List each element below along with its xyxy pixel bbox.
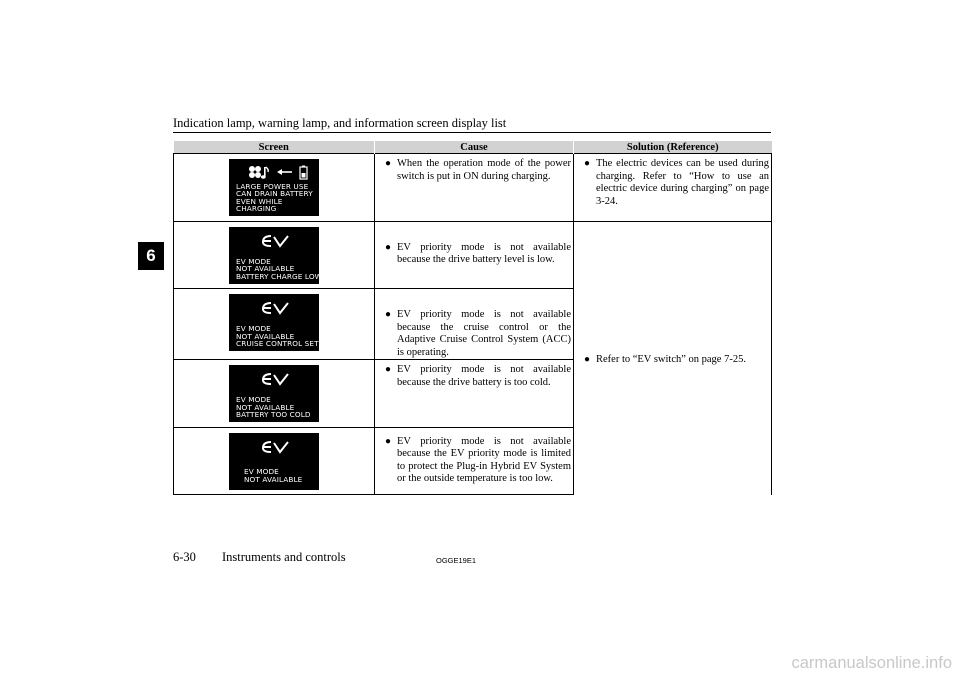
screen-line: EV MODE <box>236 256 271 266</box>
solution-text: The electric devices can be used during charging. Refer to “How to use an electric device during charging” on page 3-24. <box>596 158 769 207</box>
cause-text: EV priority mode is not available because the EV priority mode is limited to protect the Plug-in Hybrid EV System or the outside temperature is too low. <box>397 435 571 484</box>
cause-text: When the operation mode of the power switch is put in ON during charging. <box>397 158 571 182</box>
table-row <box>174 154 772 222</box>
watermark: carmanualsonline.info <box>791 654 952 672</box>
cause-cell <box>375 427 574 495</box>
solution-item <box>584 158 769 208</box>
screen-message <box>236 325 319 348</box>
cause-item <box>385 242 571 267</box>
cause-text: EV priority mode is not available because the cruise control or the Adaptive Cruise Control System (ACC) is operating. <box>397 309 571 358</box>
screen-line: NOT AVAILABLE <box>236 402 295 412</box>
cause-item <box>385 364 571 389</box>
screen-line: NOT AVAILABLE <box>244 474 303 484</box>
solution-item <box>584 354 769 367</box>
display-screen-image <box>229 294 319 351</box>
cause-item <box>385 436 571 486</box>
bullet-dot: ● <box>385 364 392 375</box>
left-arrow-icon <box>277 169 292 175</box>
column-header-screen: Screen <box>174 141 375 154</box>
bullet-dot: ● <box>385 241 392 253</box>
cause-cell <box>375 360 574 428</box>
footer-page-number: 6-30 <box>173 550 196 564</box>
bullet-dot: ● <box>584 158 591 169</box>
footer-doc-code: OGGE19E1 <box>436 556 477 565</box>
bullet-dot: ● <box>385 435 392 447</box>
battery-icon <box>300 166 307 180</box>
screen-line: CRUISE CONTROL SET <box>236 339 319 349</box>
screen-line: NOT AVAILABLE <box>236 331 295 341</box>
screen-message <box>236 183 313 213</box>
bullet-dot: ● <box>584 353 591 365</box>
table-header-row <box>174 141 772 154</box>
screen-cell <box>174 289 375 360</box>
footer-section-title: Instruments and controls <box>222 550 346 564</box>
fan-icon <box>249 166 261 178</box>
bullet-dot: ● <box>385 158 392 169</box>
screen-line: NOT AVAILABLE <box>236 264 295 274</box>
cause-cell <box>375 289 574 360</box>
screen-line: CHARGING <box>236 204 277 214</box>
screen-message <box>236 258 322 281</box>
cause-item <box>385 309 571 359</box>
screen-line: EV MODE <box>236 395 271 405</box>
screen-line: BATTERY CHARGE LOW <box>236 271 322 281</box>
ev-logo-icon <box>260 300 290 316</box>
screen-cell <box>174 221 375 289</box>
display-list-table <box>173 141 772 495</box>
screen-message <box>236 396 311 419</box>
screen-message <box>244 468 302 483</box>
page-header-title: Indication lamp, warning lamp, and information screen display list <box>173 116 507 130</box>
table-row <box>174 221 772 289</box>
ev-logo-icon <box>260 233 290 249</box>
ev-logo-icon <box>260 439 290 455</box>
display-screen-image <box>229 365 319 422</box>
screen-cell <box>174 427 375 495</box>
cause-text: EV priority mode is not available because the drive battery level is low. <box>397 241 571 265</box>
music-note-icon <box>261 167 268 179</box>
solution-cell-merged <box>574 221 772 495</box>
ev-logo-icon <box>260 371 290 387</box>
screen-line: CAN DRAIN BATTERY <box>236 189 313 199</box>
solution-text: Refer to “EV switch” on page 7-25. <box>596 353 746 365</box>
screen-cell <box>174 360 375 428</box>
status-icons <box>247 164 309 181</box>
screen-line: BATTERY TOO COLD <box>236 410 311 420</box>
cause-text: EV priority mode is not available because the drive battery is too cold. <box>397 364 571 388</box>
display-screen-image <box>229 227 322 284</box>
screen-line: LARGE POWER USE <box>236 181 309 191</box>
chapter-tab[interactable]: 6 <box>138 242 164 270</box>
screen-cell <box>174 154 375 222</box>
column-header-cause: Cause <box>375 141 574 154</box>
cause-cell <box>375 221 574 289</box>
display-screen-image <box>229 159 319 216</box>
cause-item <box>385 158 571 183</box>
cause-cell <box>375 154 574 222</box>
solution-cell <box>574 154 772 222</box>
display-screen-image <box>229 433 319 490</box>
bullet-dot: ● <box>385 309 392 320</box>
header-rule <box>173 132 771 133</box>
screen-line: EVEN WHILE <box>236 196 283 206</box>
screen-line: EV MODE <box>236 324 271 334</box>
column-header-solution: Solution (Reference) <box>574 141 772 154</box>
screen-line: EV MODE <box>244 467 279 477</box>
